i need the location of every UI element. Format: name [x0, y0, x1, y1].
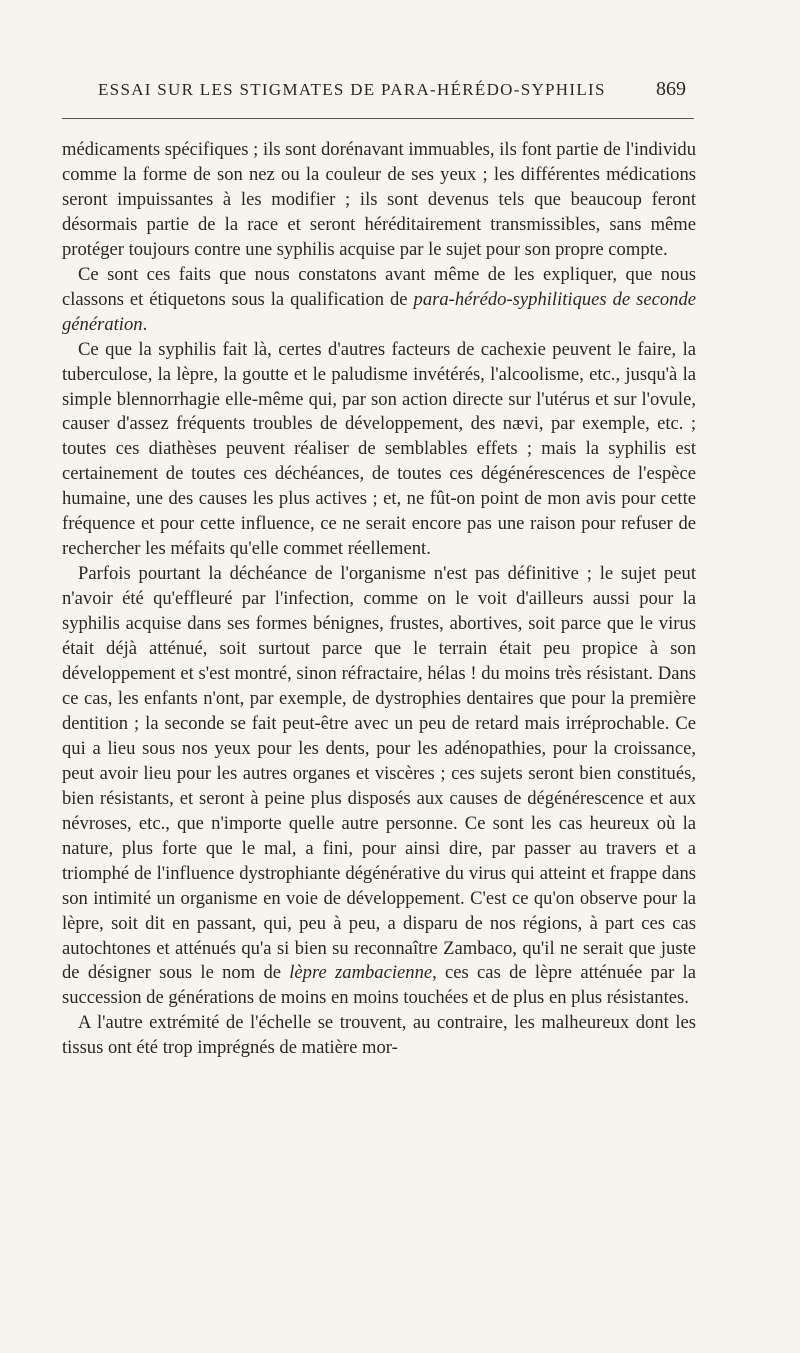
page-number: 869 [656, 78, 686, 100]
paragraph: médicaments spécifiques ; ils sont dorénavant immuables, ils font partie de l'individu comme la forme de son nez ou la couleur de ses yeux ; les différentes médications seront impuissantes à les modifier ; ils sont devenus tels que beaucoup feront désormais partie de la race et seront héréditairement transmissibles, sans même protéger toujours contre une syphilis acquise par le sujet pour son propre compte. [62, 139, 696, 260]
paragraph: Parfois pourtant la déchéance de l'organisme n'est pas définitive ; le sujet peut n'avoir été qu'effleuré par l'infection, comme on le voit d'ailleurs aussi pour la syphilis acquise dans ses formes bénignes, frustes, abortives, soit parce que le virus était déjà atténué, soit surtout parce que le terrain était peu propice à son développement et s'est montré, sinon réfractaire, hélas ! du moins très résistant. Dans ce cas, les enfants n'ont, par exemple, de dystrophies dentaires que pour la première dentition ; la seconde se fait peut-être avec un peu de retard mais irréprochable. Ce qui a lieu sous nos yeux pour les dents, pour les adénopathies, pour la croissance, peut avoir lieu pour les autres organes et viscères ; ces sujets seront bien constitués, bien résistants, et seront à peine plus disposés aux causes de dégénérescence et aux névroses, etc., que n'importe quelle autre personne. Ce sont les cas heureux où la nature, plus forte que le mal, a fini, pour ainsi dire, par passer au travers et a triomphé de l'influence dystrophiante dégénérative du virus qui atteint et frappe dans son intimité un organisme en voie de développement. C'est ce qu'on observe pour la lèpre, soit dit en passant, qui, peu à peu, a disparu de nos régions, à part ces cas autochtones et atténués qu'a si bien su reconnaître Zambaco, qu'il ne serait que juste de désigner sous le nom de lèpre zambacienne, ces cas de lèpre atténuée par la succession de générations de moins en moins touchées et de plus en plus résistantes. [62, 563, 696, 1009]
running-title: ESSAI SUR LES STIGMATES DE PARA-HÉRÉDO-SYPHILIS [98, 80, 606, 99]
italic-term: lèpre zambacienne [289, 962, 433, 984]
header-rule [62, 118, 694, 119]
paragraph: Ce sont ces faits que nous constatons avant même de les expliquer, que nous classons et étiquetons sous la qualification de para-hérédo-syphilitiques de seconde génération. [62, 263, 696, 335]
paragraph: Ce que la syphilis fait là, certes d'autres facteurs de cachexie peuvent le faire, la tuberculose, la lèpre, la goutte et le paludisme invétérés, l'alcoolisme, etc., jusqu'à la simple blennorrhagie elle-même qui, par son action directe sur l'utérus et sur l'ovule, causer d'assez fréquents troubles de développement, des nævi, par exemple, etc. ; toutes ces diathèses peuvent réaliser de semblables effets ; mais la syphilis est certainement de toutes ces déchéances, de toutes ces dégénérescences de l'espèce humaine, une des causes les plus actives ; et, ne fût-on point de mon avis pour cette fréquence et pour cette influence, ce ne serait encore pas une raison pour refuser de rechercher les méfaits qu'elle commet réellement. [62, 338, 696, 560]
paragraph: A l'autre extrémité de l'échelle se trouvent, au contraire, les malheureux dont les tissus ont été trop imprégnés de matière mor- [62, 1012, 696, 1059]
body-text [62, 138, 696, 1061]
italic-term: para-hérédo-syphilitiques de seconde génération [62, 288, 696, 335]
